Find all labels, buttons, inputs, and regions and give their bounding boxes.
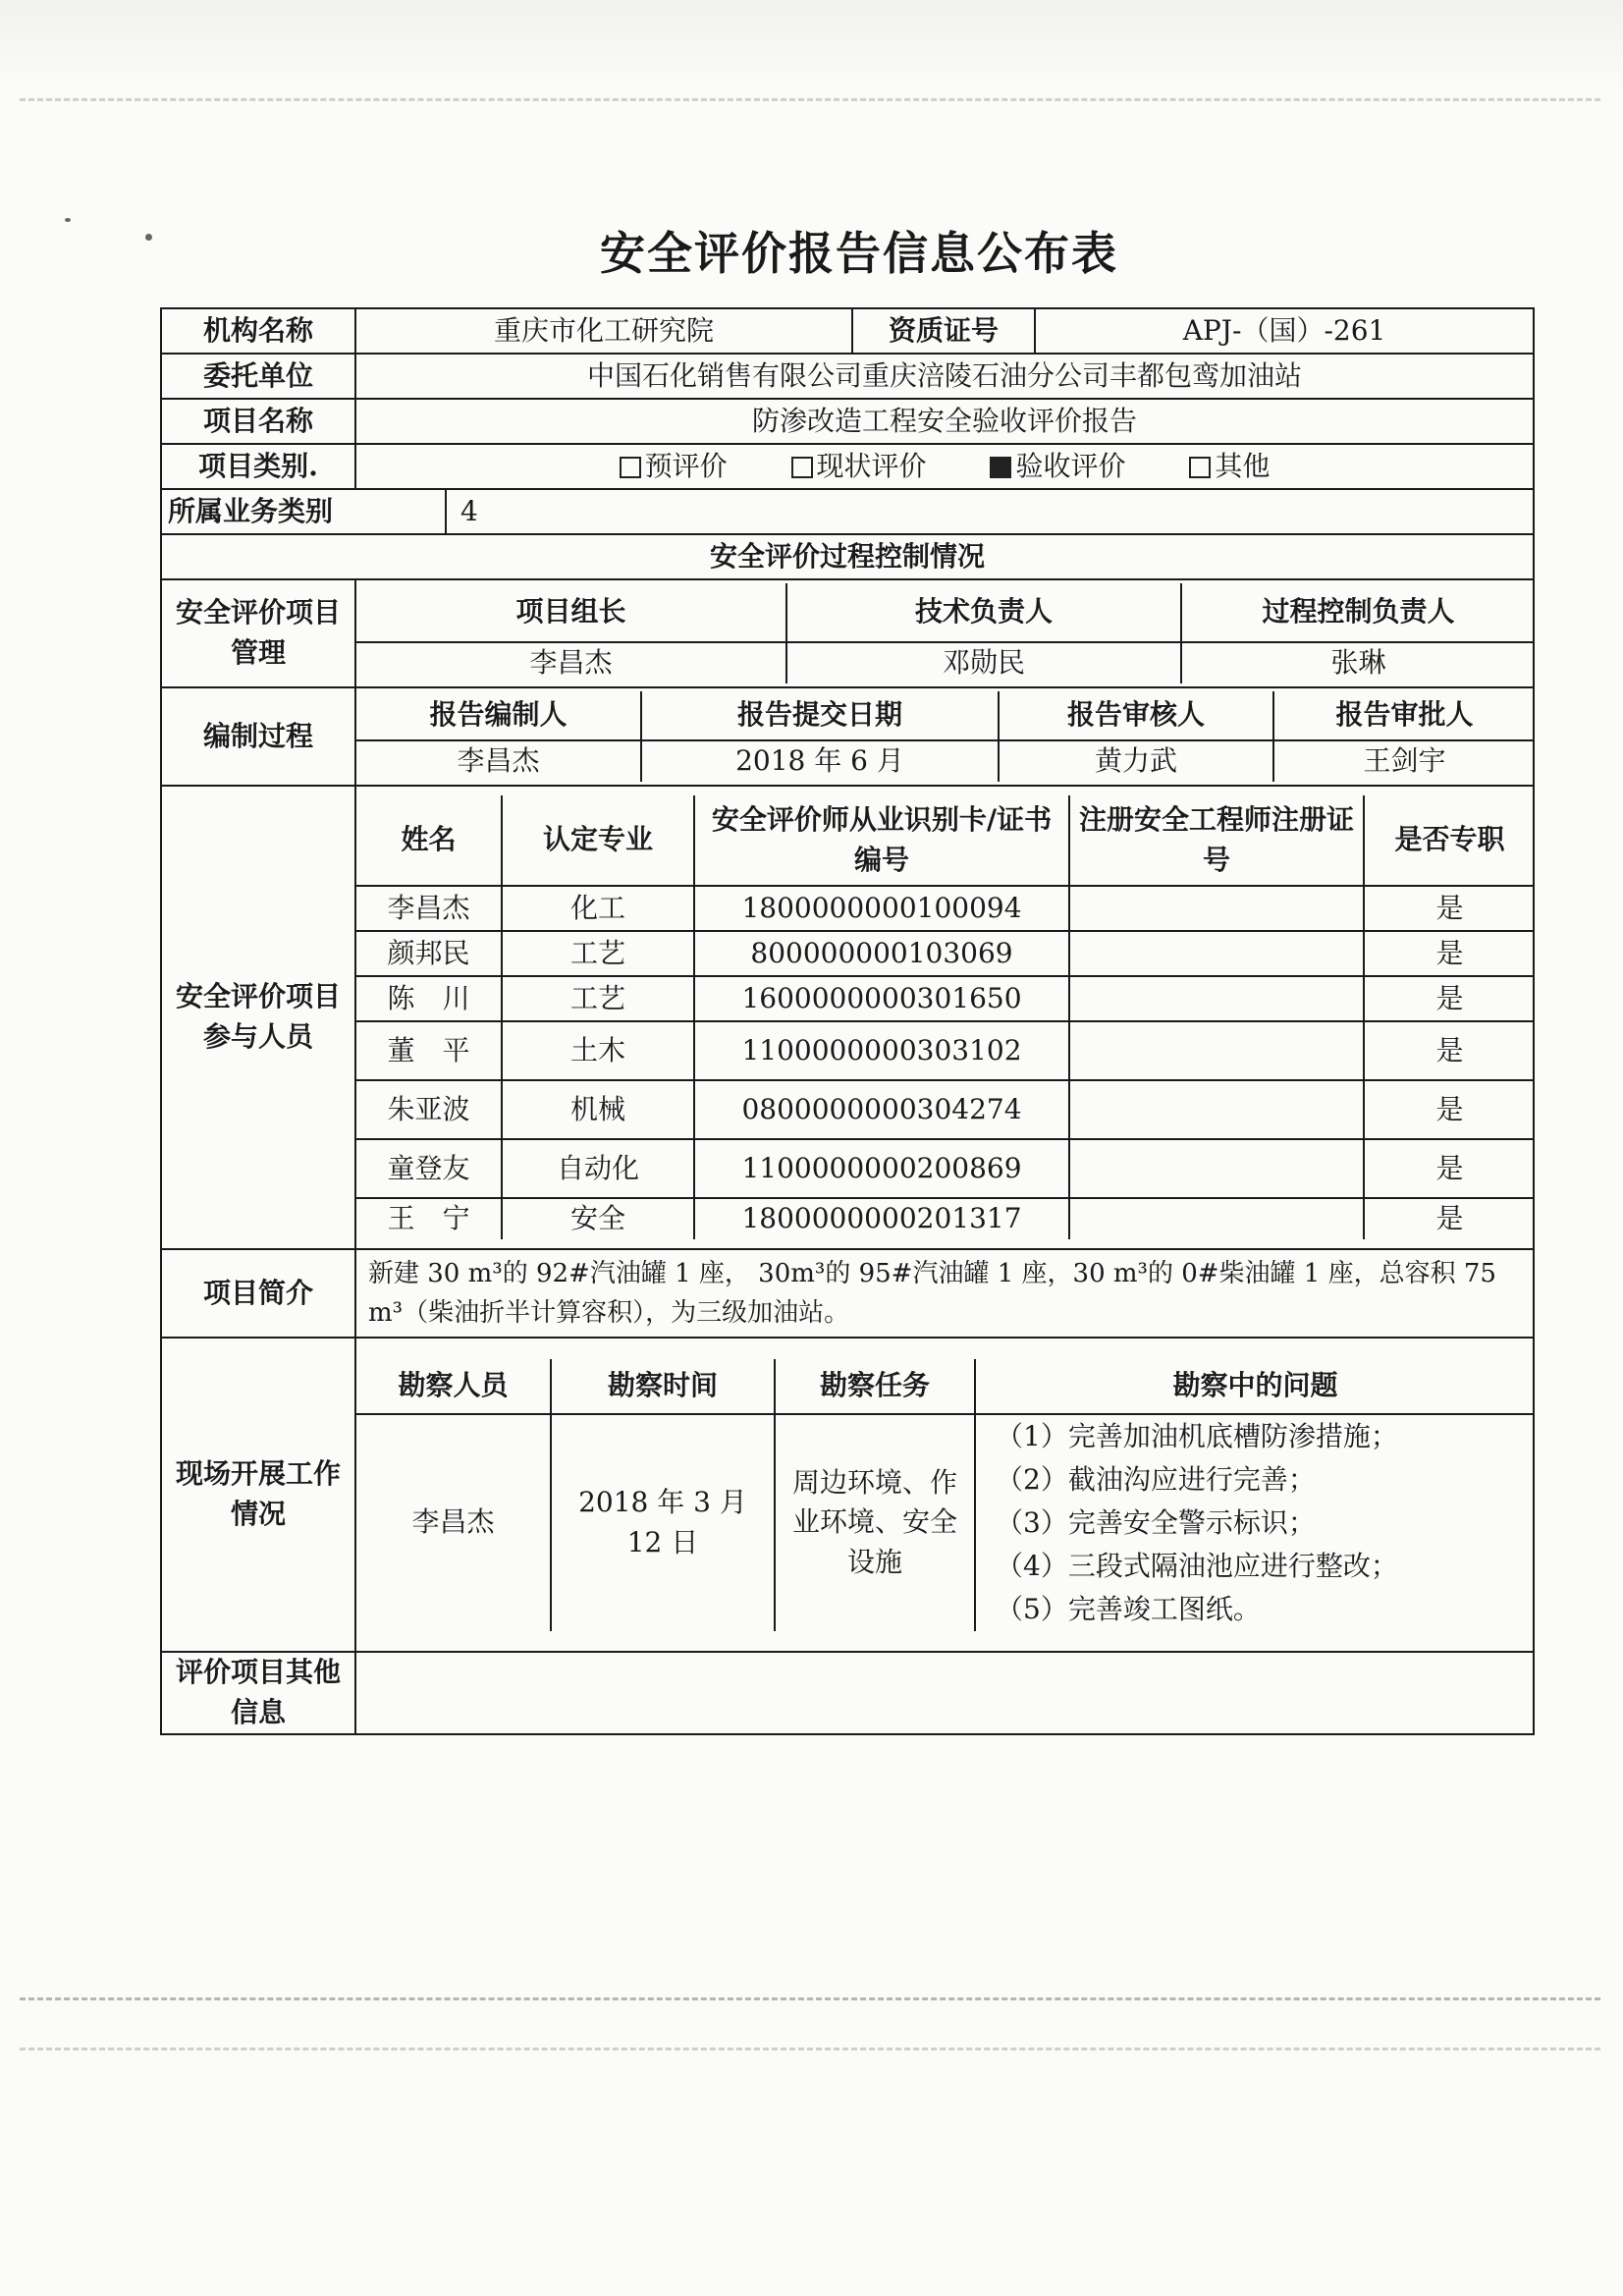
business-value: 4	[446, 489, 1534, 534]
category-option	[1189, 450, 1270, 482]
mgmt-header: 项目组长	[356, 583, 786, 642]
checkbox-icon	[1189, 457, 1211, 478]
scan-bottom-edge	[20, 1997, 1600, 2000]
person-reg	[1069, 1021, 1364, 1080]
category-option-label: 其他	[1215, 449, 1271, 482]
table-row	[356, 976, 1535, 1021]
field-header: 勘察中的问题	[975, 1359, 1535, 1414]
row-compile	[161, 687, 1534, 786]
list-item: （1）完善加油机底槽防渗措施；	[996, 1419, 1398, 1452]
project-label: 项目名称	[161, 399, 355, 444]
person-card: 800000000103069	[694, 931, 1069, 976]
person-card: 0800000000304274	[694, 1080, 1069, 1139]
field-issues	[975, 1414, 1535, 1631]
compile-header: 报告编制人	[356, 691, 641, 740]
category-label: 项目类别.	[161, 444, 355, 489]
client-label: 委托单位	[161, 354, 355, 399]
personnel-label: 安全评价项目参与人员	[161, 786, 355, 1249]
client-value: 中国石化销售有限公司重庆涪陵石油分公司丰都包鸾加油站	[355, 354, 1534, 399]
compile-value: 李昌杰	[356, 740, 641, 782]
person-card: 1100000000200869	[694, 1139, 1069, 1198]
field-label: 现场开展工作情况	[161, 1338, 355, 1652]
personnel-header: 认定专业	[502, 795, 694, 886]
compile-value: 黄力武	[999, 740, 1273, 782]
person-fulltime: 是	[1364, 931, 1535, 976]
mgmt-header: 技术负责人	[786, 583, 1181, 642]
list-item: （4）三段式隔油池应进行整改；	[996, 1549, 1398, 1582]
person-major: 机械	[502, 1080, 694, 1139]
compile-value: 2018 年 6 月	[641, 740, 999, 782]
personnel-header: 姓名	[356, 795, 502, 886]
person-reg	[1069, 931, 1364, 976]
row-personnel	[161, 786, 1534, 1249]
scan-bottom-edge	[20, 2048, 1600, 2050]
person-major: 土木	[502, 1021, 694, 1080]
person-fulltime: 是	[1364, 1139, 1535, 1198]
org-label: 机构名称	[161, 308, 355, 354]
checkbox-icon	[620, 457, 641, 478]
person-fulltime: 是	[1364, 976, 1535, 1021]
page-title: 安全评价报告信息公布表	[600, 227, 1118, 280]
category-option-label: 验收评价	[1015, 449, 1126, 482]
category-option	[620, 450, 728, 482]
summary-text: 新建 30 m³的 92#汽油罐 1 座， 30m³的 95#汽油罐 1 座，30 m³的 0#柴油罐 1 座，总容积 75 m³（柴油折半计算容积），为三级加油站。	[355, 1249, 1534, 1338]
row-project	[161, 399, 1534, 444]
personnel-header: 是否专职	[1364, 795, 1535, 886]
cert-label: 资质证号	[852, 308, 1035, 354]
field-header: 勘察任务	[775, 1359, 975, 1414]
row-other	[161, 1652, 1534, 1734]
person-card: 1100000000303102	[694, 1021, 1069, 1080]
field-header: 勘察人员	[356, 1359, 551, 1414]
row-client	[161, 354, 1534, 399]
table-row	[356, 886, 1535, 931]
category-option	[791, 450, 927, 482]
person-major: 安全	[502, 1198, 694, 1239]
compile-header: 报告提交日期	[641, 691, 999, 740]
person-fulltime: 是	[1364, 1021, 1535, 1080]
row-summary	[161, 1249, 1534, 1338]
row-category	[161, 444, 1534, 489]
list-item: （3）完善安全警示标识；	[996, 1505, 1316, 1539]
personnel-table	[356, 795, 1535, 1239]
field-task: 周边环境、作业环境、安全设施	[775, 1414, 975, 1631]
person-reg	[1069, 976, 1364, 1021]
person-reg	[1069, 886, 1364, 931]
row-process-title	[161, 534, 1534, 579]
list-item: （2）截油沟应进行完善；	[996, 1462, 1316, 1496]
category-option-label: 预评价	[644, 449, 728, 482]
person-major: 工艺	[502, 931, 694, 976]
cert-value: APJ-（国）-261	[1035, 308, 1534, 354]
category-options	[355, 444, 1534, 489]
process-section-title: 安全评价过程控制情况	[161, 534, 1534, 579]
person-card: 1600000000301650	[694, 976, 1069, 1021]
scan-top-edge	[20, 98, 1600, 101]
table-row	[356, 1139, 1535, 1198]
person-reg	[1069, 1198, 1364, 1239]
field-person: 李昌杰	[356, 1414, 551, 1631]
person-name: 董 平	[356, 1021, 502, 1080]
field-table	[356, 1359, 1535, 1631]
person-major: 化工	[502, 886, 694, 931]
person-name: 陈 川	[356, 976, 502, 1021]
other-label: 评价项目其他信息	[161, 1652, 355, 1734]
category-option-label: 现状评价	[816, 449, 927, 482]
personnel-header: 注册安全工程师注册证号	[1069, 795, 1364, 886]
business-label: 所属业务类别	[161, 489, 446, 534]
person-fulltime: 是	[1364, 1080, 1535, 1139]
row-org	[161, 308, 1534, 354]
field-header: 勘察时间	[551, 1359, 775, 1414]
person-name: 朱亚波	[356, 1080, 502, 1139]
mgmt-header: 过程控制负责人	[1181, 583, 1535, 642]
person-name: 童登友	[356, 1139, 502, 1198]
person-name: 颜邦民	[356, 931, 502, 976]
person-card: 1800000000201317	[694, 1198, 1069, 1239]
compile-header: 报告审批人	[1273, 691, 1535, 740]
table-row	[356, 1198, 1535, 1239]
row-field	[161, 1338, 1534, 1652]
person-major: 工艺	[502, 976, 694, 1021]
person-fulltime: 是	[1435, 1202, 1464, 1235]
mgmt-value: 张琳	[1330, 646, 1386, 680]
compile-value: 王剑宇	[1363, 744, 1446, 778]
field-date: 2018 年 3 月 12 日	[551, 1414, 775, 1631]
person-major: 自动化	[502, 1139, 694, 1198]
mgmt-label: 安全评价项目管理	[161, 579, 355, 687]
personnel-header: 安全评价师从业识别卡/证书编号	[694, 795, 1069, 886]
summary-label: 项目简介	[161, 1249, 355, 1338]
person-reg	[1069, 1139, 1364, 1198]
other-value	[355, 1652, 1534, 1734]
table-row	[356, 1080, 1535, 1139]
person-reg	[1069, 1080, 1364, 1139]
person-fulltime: 是	[1364, 886, 1535, 931]
compile-table	[356, 691, 1535, 782]
disclosure-table	[160, 307, 1533, 1735]
scan-header-shadow	[0, 0, 1623, 88]
table-row	[356, 931, 1535, 976]
checkbox-icon	[791, 457, 813, 478]
mgmt-table	[356, 583, 1535, 683]
person-name: 王 宁	[356, 1198, 502, 1239]
list-item: （5）完善竣工图纸。	[996, 1592, 1261, 1625]
table-row	[356, 1021, 1535, 1080]
checkbox-checked-icon	[990, 457, 1011, 478]
compile-header: 报告审核人	[999, 691, 1273, 740]
person-name: 李昌杰	[356, 886, 502, 931]
row-business	[161, 489, 1534, 534]
category-option	[990, 450, 1125, 482]
org-value: 重庆市化工研究院	[355, 308, 852, 354]
compile-label: 编制过程	[161, 687, 355, 786]
project-value: 防渗改造工程安全验收评价报告	[355, 399, 1534, 444]
mgmt-value: 邓勋民	[786, 642, 1181, 683]
row-mgmt	[161, 579, 1534, 687]
person-card: 1800000000100094	[694, 886, 1069, 931]
mgmt-value: 李昌杰	[356, 642, 786, 683]
